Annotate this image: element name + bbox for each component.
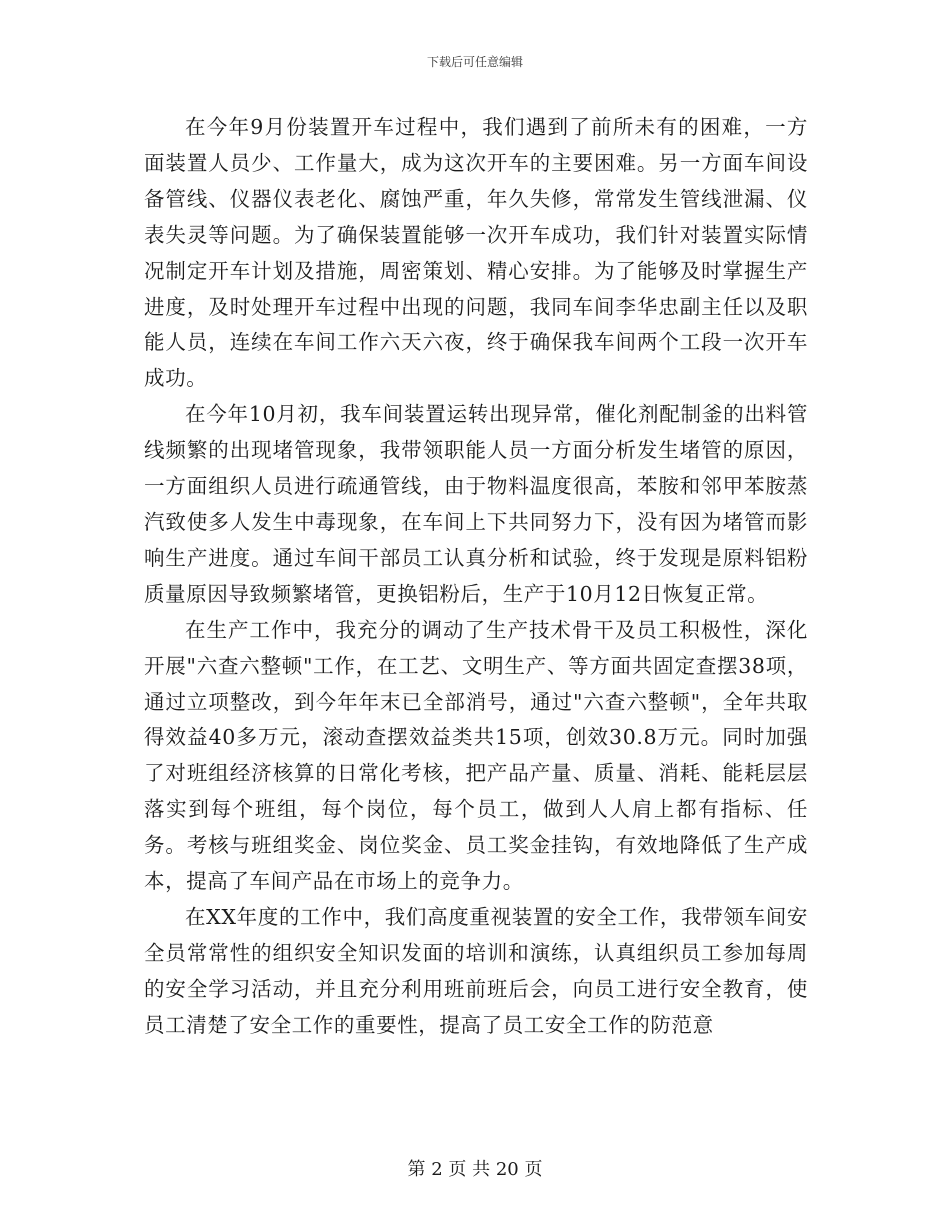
paragraph-1: 在今年9月份装置开车过程中，我们遇到了前所未有的困难，一方面装置人员少、工作量大，成为这次开车的主要困难。另一方面车间设备管线、仪器仪表老化、腐蚀严重，年久失修，常常发生管线泄漏、仪表失灵等问题。为了确保装置能够一次开车成功，我们针对装置实际情况制定开车计划及措施，周密策划、精心安排。为了能够及时掌握生产进度，及时处理开车过程中出现的问题，我同车间李华忠副主任以及职能人员，连续在车间工作六天六夜，终于确保我车间两个工段一次开车成功。 <box>144 115 808 391</box>
document-body <box>144 110 808 1044</box>
paragraph-4: 在XX年度的工作中，我们高度重视装置的安全工作，我带领车间安全员常常性的组织安全知识发面的培训和演练，认真组织员工参加每周的安全学习活动，并且充分利用班前班后会，向员工进行安全教育，使员工清楚了安全工作的重要性，提高了员工安全工作的防范意 <box>144 904 808 1037</box>
paragraph-3: 在生产工作中，我充分的调动了生产技术骨干及员工积极性，深化开展"六查六整顿"工作，在工艺、文明生产、等方面共固定查摆38项，通过立项整改，到今年年末已全部消号，通过"六查六整顿"，全年共取得效益40多万元，滚动查摆效益类共15项，创效30.8万元。同时加强了对班组经济核算的日常化考核，把产品产量、质量、消耗、能耗层层落实到每个班组，每个岗位，每个员工，做到人人肩上都有指标、任务。考核与班组奖金、岗位奖金、员工奖金挂钩，有效地降低了生产成本，提高了车间产品在市场上的竞争力。 <box>144 617 808 894</box>
page-header: 下载后可任意编辑 <box>426 55 523 69</box>
page-number: 第 2 页 共 20 页 <box>407 1159 543 1180</box>
paragraph-2: 在今年10月初，我车间装置运转出现异常，催化剂配制釜的出料管线频繁的出现堵管现象，我带领职能人员一方面分析发生堵管的原因，一方面组织人员进行疏通管线，由于物料温度很高，苯胺和邻甲苯胺蒸汽致使多人发生中毒现象，在车间上下共同努力下，没有因为堵管而影响生产进度。通过车间干部员工认真分析和试验，终于发现是原料铝粉质量原因导致频繁堵管，更换铝粉后，生产于10月12日恢复正常。 <box>144 402 808 606</box>
